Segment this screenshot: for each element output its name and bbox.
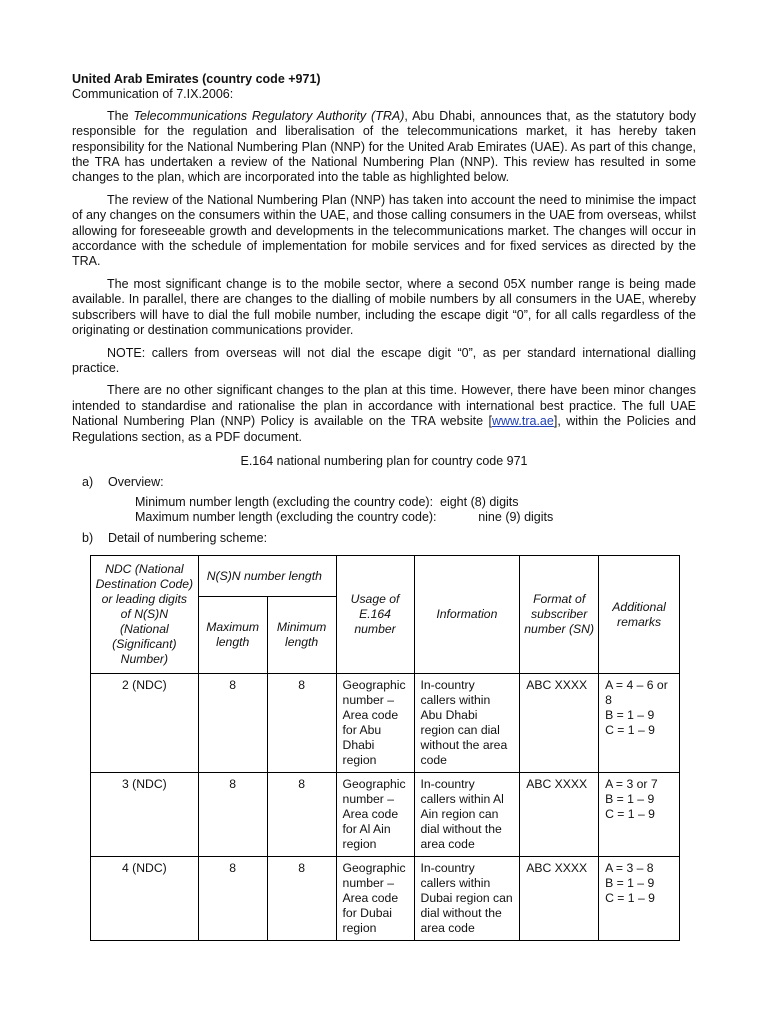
cell-remarks bbox=[599, 857, 680, 941]
remark-line: A = 3 or 7 bbox=[605, 777, 658, 791]
communication-date: Communication of 7.IX.2006: bbox=[72, 87, 234, 102]
remark-line: A = 3 – 8 bbox=[605, 861, 654, 875]
header-remarks: Additional remarks bbox=[599, 556, 680, 674]
header-usage: Usage of E.164 number bbox=[336, 556, 414, 674]
paragraph-nnp-review: The review of the National Numbering Plan (NNP) has taken into account the need to minimise the impact of any changes on the consumers within the UAE, and those calling consumers in the UAE from overseas, whilst allowing for foreseeable growth and developments in the telecommunications market. The changes will occur in accordance with the schedule of implementation for mobile services and for fixed services as directed by the TRA. bbox=[72, 192, 696, 269]
remark-line: C = 1 – 9 bbox=[605, 723, 655, 737]
remark-line: B = 1 – 9 bbox=[605, 708, 655, 722]
cell-format: ABC XXXX bbox=[520, 857, 599, 941]
cell-ndc: 4 (NDC) bbox=[91, 857, 199, 941]
list-label-b: b) bbox=[82, 530, 94, 545]
header-information: Information bbox=[414, 556, 520, 674]
cell-usage: Geographic number – Area code for Dubai region bbox=[336, 857, 414, 941]
numbering-scheme-table bbox=[90, 555, 680, 941]
table-row bbox=[91, 857, 680, 941]
overview-label: Overview: bbox=[108, 475, 164, 490]
cell-max-length: 8 bbox=[198, 773, 267, 857]
tra-name: Telecommunications Regulatory Authority (TRA) bbox=[133, 108, 405, 123]
cell-usage: Geographic number – Area code for Abu Dhabi region bbox=[336, 674, 414, 773]
list-label-a: a) bbox=[82, 475, 94, 490]
paragraph-mobile-change: The most significant change is to the mobile sector, where a second 05X number range is being made available. In parallel, there are changes to the dialling of mobile numbers by all consumers in the UAE, whereby subscribers will have to dial the full mobile number, including the escape digit “0”, for all calls regardless of the originating or destination communications provider. bbox=[72, 276, 696, 338]
remark-line: A = 4 – 6 or 8 bbox=[605, 678, 668, 707]
cell-format: ABC XXXX bbox=[520, 674, 599, 773]
cell-usage: Geographic number – Area code for Al Ain region bbox=[336, 773, 414, 857]
remark-line: C = 1 – 9 bbox=[605, 891, 655, 905]
overview-item bbox=[72, 475, 696, 490]
table-row bbox=[91, 773, 680, 857]
document-title: United Arab Emirates (country code +971) bbox=[72, 72, 321, 86]
table-row bbox=[91, 674, 680, 773]
header-min-length: Minimum length bbox=[267, 597, 336, 674]
cell-min-length: 8 bbox=[267, 674, 336, 773]
cell-information: In-country callers within Dubai region can dial without the area code bbox=[414, 857, 520, 941]
remark-line: B = 1 – 9 bbox=[605, 876, 655, 890]
paragraph-tra-announcement: The Telecommunications Regulatory Authority (TRA), Abu Dhabi, announces that, as the statutory body responsible for the regulation and liberalisation of the telecommunications market, it has hereby taken responsibility for the National Numbering Plan (NNP) for the United Arab Emirates (UAE). As part of this change, the TRA has undertaken a review of the National Numbering Plan (NNP). This review has resulted in some changes to the plan, which are incorporated into the table as highlighted below. bbox=[72, 108, 696, 185]
cell-max-length: 8 bbox=[198, 674, 267, 773]
remark-line: C = 1 – 9 bbox=[605, 807, 655, 821]
remark-line: B = 1 – 9 bbox=[605, 792, 655, 806]
max-length-line: Maximum number length (excluding the country code): nine (9) digits bbox=[135, 510, 554, 525]
cell-format: ABC XXXX bbox=[520, 773, 599, 857]
cell-ndc: 2 (NDC) bbox=[91, 674, 199, 773]
cell-min-length: 8 bbox=[267, 773, 336, 857]
header-nsn-length: N(S)N number length bbox=[198, 556, 336, 597]
tra-website-link[interactable]: www.tra.ae bbox=[492, 414, 554, 429]
cell-remarks bbox=[599, 674, 680, 773]
document-body bbox=[72, 72, 696, 550]
cell-max-length: 8 bbox=[198, 857, 267, 941]
overview-details bbox=[135, 495, 696, 526]
cell-information: In-country callers within Abu Dhabi region can dial without the area code bbox=[414, 674, 520, 773]
header-ndc: NDC (National Destination Code) or leading digits of N(S)N (National (Significant) Number) bbox=[91, 556, 199, 674]
header-max-length: Maximum length bbox=[198, 597, 267, 674]
cell-min-length: 8 bbox=[267, 857, 336, 941]
detail-item bbox=[72, 531, 696, 546]
detail-label: Detail of numbering scheme: bbox=[108, 530, 268, 545]
plan-heading: E.164 national numbering plan for country code 971 bbox=[240, 453, 528, 468]
cell-ndc: 3 (NDC) bbox=[91, 773, 199, 857]
paragraph-note: NOTE: callers from overseas will not dial the escape digit “0”, as per standard international dialling practice. bbox=[72, 345, 696, 375]
header-format: Format of subscriber number (SN) bbox=[520, 556, 599, 674]
min-length-line: Minimum number length (excluding the country code): eight (8) digits bbox=[135, 494, 519, 509]
cell-information: In-country callers within Al Ain region can dial without the area code bbox=[414, 773, 520, 857]
cell-remarks bbox=[599, 773, 680, 857]
paragraph-policy: There are no other significant changes to the plan at this time. However, there have been minor changes intended to standardise and rationalise the plan in accordance with international best practice. The full UAE National Numbering Plan (NNP) Policy is available on the TRA website [www.tra.ae], within the Policies and Regulations section, as a PDF document. bbox=[72, 383, 696, 444]
